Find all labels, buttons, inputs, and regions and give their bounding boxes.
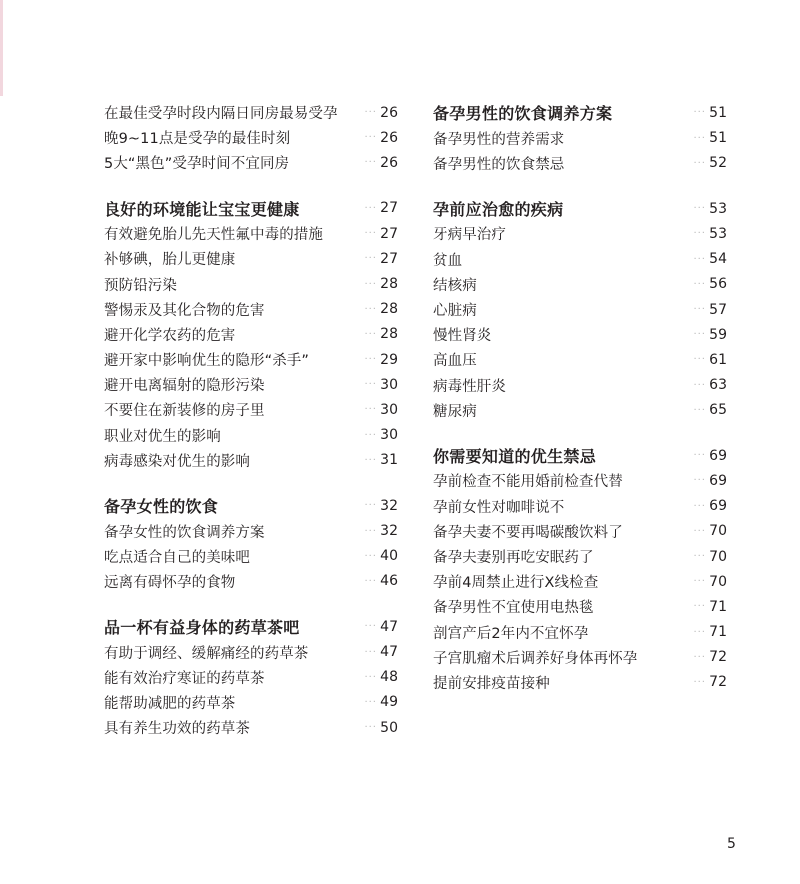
leader-dots: ···: [693, 253, 706, 265]
toc-entry[interactable]: [104, 640, 398, 665]
leader-dots: ···: [364, 379, 377, 391]
leader-dots: ···: [693, 354, 706, 366]
page-ref: 40: [380, 548, 398, 565]
page-ref: 70: [709, 573, 727, 590]
toc-entry[interactable]: [433, 544, 727, 569]
page-ref: 47: [380, 618, 398, 635]
leader-dots: ···: [693, 525, 706, 537]
leader-dots: ···: [364, 157, 377, 169]
page-ref: 71: [709, 624, 727, 641]
leader-dots: ···: [364, 278, 377, 290]
toc-entry[interactable]: [433, 494, 727, 519]
leader-dots: ···: [364, 202, 377, 214]
page-ref: 65: [709, 402, 727, 419]
page-ref: 70: [709, 523, 727, 540]
leader-dots: ···: [364, 671, 377, 683]
leader-dots: ···: [693, 651, 706, 663]
leader-dots: ···: [693, 132, 706, 144]
leader-dots: ···: [693, 304, 706, 316]
page-ref: 28: [380, 276, 398, 293]
page-ref: 51: [709, 130, 727, 147]
toc-entry[interactable]: [104, 150, 398, 175]
page-ref: 32: [380, 497, 398, 514]
toc-entry[interactable]: [104, 271, 398, 296]
toc-entry[interactable]: [433, 126, 727, 151]
entry-title: 警惕汞及其化合物的危害: [104, 302, 265, 319]
leader-dots: ···: [364, 525, 377, 537]
leader-dots: ···: [364, 354, 377, 366]
page-ref: 61: [709, 351, 727, 368]
page-ref: 46: [380, 573, 398, 590]
leader-dots: ···: [693, 475, 706, 487]
entry-title: 在最佳受孕时段内隔日同房最易受孕: [104, 106, 338, 123]
page-ref: 57: [709, 301, 727, 318]
leader-dots: ···: [693, 404, 706, 416]
toc-entry[interactable]: [433, 272, 727, 297]
page-ref: 27: [380, 200, 398, 217]
page-ref: 54: [709, 251, 727, 268]
entry-title: 糖尿病: [433, 403, 477, 420]
toc-entry[interactable]: [104, 448, 398, 473]
toc-entry[interactable]: [104, 347, 398, 372]
toc-entry[interactable]: [433, 247, 727, 272]
toc-entry[interactable]: [433, 620, 727, 645]
page-ref: 72: [709, 674, 727, 691]
entry-title: 吃点适合自己的美味吧: [104, 549, 250, 566]
page-ref: 30: [380, 401, 398, 418]
toc-section: [104, 100, 398, 176]
entry-title: 牙病早治疗: [433, 227, 506, 244]
toc-section: [104, 196, 398, 473]
toc-section: [433, 196, 727, 423]
toc-entry[interactable]: [104, 125, 398, 150]
entry-title: 远离有碍怀孕的食物: [104, 574, 236, 591]
entry-title: 不要住在新装修的房子里: [104, 403, 265, 420]
entry-title: 有效避免胎儿先天性氟中毒的措施: [104, 227, 323, 244]
toc-column-left: [104, 100, 398, 760]
page-ref: 51: [709, 104, 727, 121]
leader-dots: ···: [693, 450, 706, 462]
entry-title: 能帮助减肥的药草茶: [104, 695, 236, 712]
entry-title: 慢性肾炎: [433, 328, 492, 345]
page-ref: 32: [380, 523, 398, 540]
toc-entry[interactable]: [104, 322, 398, 347]
leader-dots: ···: [364, 500, 377, 512]
page-ref: 63: [709, 377, 727, 394]
entry-title: 有助于调经、缓解痛经的药草茶: [104, 645, 309, 662]
page-ref: 69: [709, 472, 727, 489]
toc-entry[interactable]: [104, 372, 398, 397]
entry-title: 病毒感染对优生的影响: [104, 453, 250, 470]
leader-dots: ···: [364, 404, 377, 416]
leader-dots: ···: [364, 722, 377, 734]
entry-title: 孕前检查不能用婚前检查代替: [433, 474, 623, 491]
page-ref: 31: [380, 452, 398, 469]
page-number: 5: [727, 836, 736, 852]
page-ref: 69: [709, 498, 727, 515]
section-title: 品一杯有益身体的药草茶吧: [104, 618, 300, 638]
toc-section-heading[interactable]: [104, 196, 398, 222]
toc-entry[interactable]: [433, 297, 727, 322]
toc-entry[interactable]: [433, 398, 727, 423]
toc-section: [433, 443, 727, 695]
page-ref: 53: [709, 225, 727, 242]
section-title: 备孕男性的饮食调养方案: [433, 104, 613, 124]
entry-title: 避开电离辐射的隐形污染: [104, 378, 265, 395]
leader-dots: ···: [693, 203, 706, 215]
leader-dots: ···: [693, 626, 706, 638]
toc-entry[interactable]: [433, 347, 727, 372]
entry-title: 晚9~11点是受孕的最佳时刻: [104, 131, 291, 148]
entry-title: 备孕夫妻不要再喝碳酸饮料了: [433, 524, 623, 541]
page-ref: 27: [380, 225, 398, 242]
toc-entry[interactable]: [104, 518, 398, 543]
page-ref: 59: [709, 326, 727, 343]
entry-title: 预防铅污染: [104, 277, 177, 294]
leader-dots: ···: [364, 696, 377, 708]
toc-entry[interactable]: [433, 322, 727, 347]
entry-title: 备孕女性的饮食调养方案: [104, 524, 265, 541]
page-ref: 70: [709, 548, 727, 565]
toc-entry[interactable]: [104, 221, 398, 246]
toc-entry[interactable]: [433, 519, 727, 544]
leader-dots: ···: [693, 551, 706, 563]
page-ref: 26: [380, 129, 398, 146]
entry-title: 补够碘，胎儿更健康: [104, 252, 236, 269]
leader-dots: ···: [364, 454, 377, 466]
section-title: 孕前应治愈的疾病: [433, 200, 564, 220]
section-title: 良好的环境能让宝宝更健康: [104, 199, 300, 219]
leader-dots: ···: [693, 329, 706, 341]
page-ref: 49: [380, 694, 398, 711]
page-ref: 71: [709, 598, 727, 615]
page-ref: 69: [709, 447, 727, 464]
entry-title: 备孕男性的营养需求: [433, 131, 565, 148]
leader-dots: ···: [693, 379, 706, 391]
page-ref: 29: [380, 351, 398, 368]
toc-section: [433, 100, 727, 176]
page-ref: 72: [709, 649, 727, 666]
entry-title: 孕前4周禁止进行X线检查: [433, 575, 599, 592]
page-ref: 30: [380, 376, 398, 393]
toc-entry[interactable]: [104, 397, 398, 422]
leader-dots: ···: [693, 278, 706, 290]
entry-title: 高血压: [433, 353, 477, 370]
leader-dots: ···: [693, 228, 706, 240]
page-ref: 30: [380, 427, 398, 444]
page-ref: 27: [380, 250, 398, 267]
entry-title: 具有养生功效的药草茶: [104, 721, 250, 738]
toc-section-heading[interactable]: [433, 443, 727, 469]
toc-section-heading[interactable]: [104, 493, 398, 519]
entry-title: 避开化学农药的危害: [104, 327, 236, 344]
toc-column-right: [433, 100, 727, 715]
toc-entry[interactable]: [104, 423, 398, 448]
page-ref: 26: [380, 104, 398, 121]
leader-dots: ···: [693, 576, 706, 588]
toc-entry[interactable]: [104, 297, 398, 322]
section-title: 备孕女性的饮食: [104, 497, 219, 517]
entry-title: 孕前女性对咖啡说不: [433, 499, 565, 516]
entry-title: 备孕男性的饮食禁忌: [433, 156, 565, 173]
entry-title: 提前安排疫苗接种: [433, 675, 550, 692]
leader-dots: ···: [364, 575, 377, 587]
leader-dots: ···: [693, 157, 706, 169]
entry-title: 心脏病: [433, 303, 477, 320]
leader-dots: ···: [364, 132, 377, 144]
leader-dots: ···: [693, 601, 706, 613]
toc-entry[interactable]: [433, 221, 727, 246]
toc-entry[interactable]: [104, 544, 398, 569]
leader-dots: ···: [693, 676, 706, 688]
entry-title: 5大“黑色”受孕时间不宜同房: [104, 156, 290, 173]
toc-entry[interactable]: [104, 715, 398, 740]
page-ref: 56: [709, 276, 727, 293]
entry-title: 结核病: [433, 277, 477, 294]
toc-entry[interactable]: [104, 665, 398, 690]
page-ref: 52: [709, 155, 727, 172]
page-ref: 47: [380, 644, 398, 661]
page-edge-mark: [0, 0, 3, 96]
leader-dots: ···: [364, 253, 377, 265]
toc-entry[interactable]: [104, 690, 398, 715]
leader-dots: ···: [364, 107, 377, 119]
toc-entry[interactable]: [104, 100, 398, 125]
leader-dots: ···: [364, 621, 377, 633]
leader-dots: ···: [364, 303, 377, 315]
page-ref: 28: [380, 301, 398, 318]
toc-entry[interactable]: [433, 373, 727, 398]
page-ref: 26: [380, 154, 398, 171]
toc-section-heading[interactable]: [104, 614, 398, 640]
toc-entry[interactable]: [104, 246, 398, 271]
page-ref: 28: [380, 326, 398, 343]
entry-title: 备孕男性不宜使用电热毯: [433, 600, 594, 617]
leader-dots: ···: [364, 646, 377, 658]
entry-title: 能有效治疗寒证的药草茶: [104, 670, 265, 687]
toc-section-heading[interactable]: [433, 196, 727, 222]
entry-title: 病毒性肝炎: [433, 378, 506, 395]
page-ref: 53: [709, 200, 727, 217]
toc-entry[interactable]: [433, 569, 727, 594]
leader-dots: ···: [693, 500, 706, 512]
toc-section: [104, 614, 398, 740]
page-ref: 48: [380, 669, 398, 686]
section-title: 你需要知道的优生禁忌: [433, 447, 597, 467]
leader-dots: ···: [364, 328, 377, 340]
entry-title: 避开家中影响优生的隐形“杀手”: [104, 353, 310, 370]
entry-title: 职业对优生的影响: [104, 428, 221, 445]
toc-entry[interactable]: [433, 670, 727, 695]
toc-entry[interactable]: [433, 468, 727, 493]
leader-dots: ···: [364, 429, 377, 441]
leader-dots: ···: [364, 228, 377, 240]
toc-entry[interactable]: [104, 569, 398, 594]
toc-section-heading[interactable]: [433, 100, 727, 126]
leader-dots: ···: [364, 550, 377, 562]
entry-title: 子宫肌瘤术后调养好身体再怀孕: [433, 650, 638, 667]
entry-title: 剖宫产后2年内不宜怀孕: [433, 625, 589, 642]
leader-dots: ···: [693, 107, 706, 119]
entry-title: 贫血: [433, 252, 463, 269]
toc-section: [104, 493, 398, 594]
toc-entry[interactable]: [433, 594, 727, 619]
page-ref: 50: [380, 719, 398, 736]
entry-title: 备孕夫妻别再吃安眠药了: [433, 550, 594, 567]
toc-entry[interactable]: [433, 645, 727, 670]
toc-entry[interactable]: [433, 151, 727, 176]
